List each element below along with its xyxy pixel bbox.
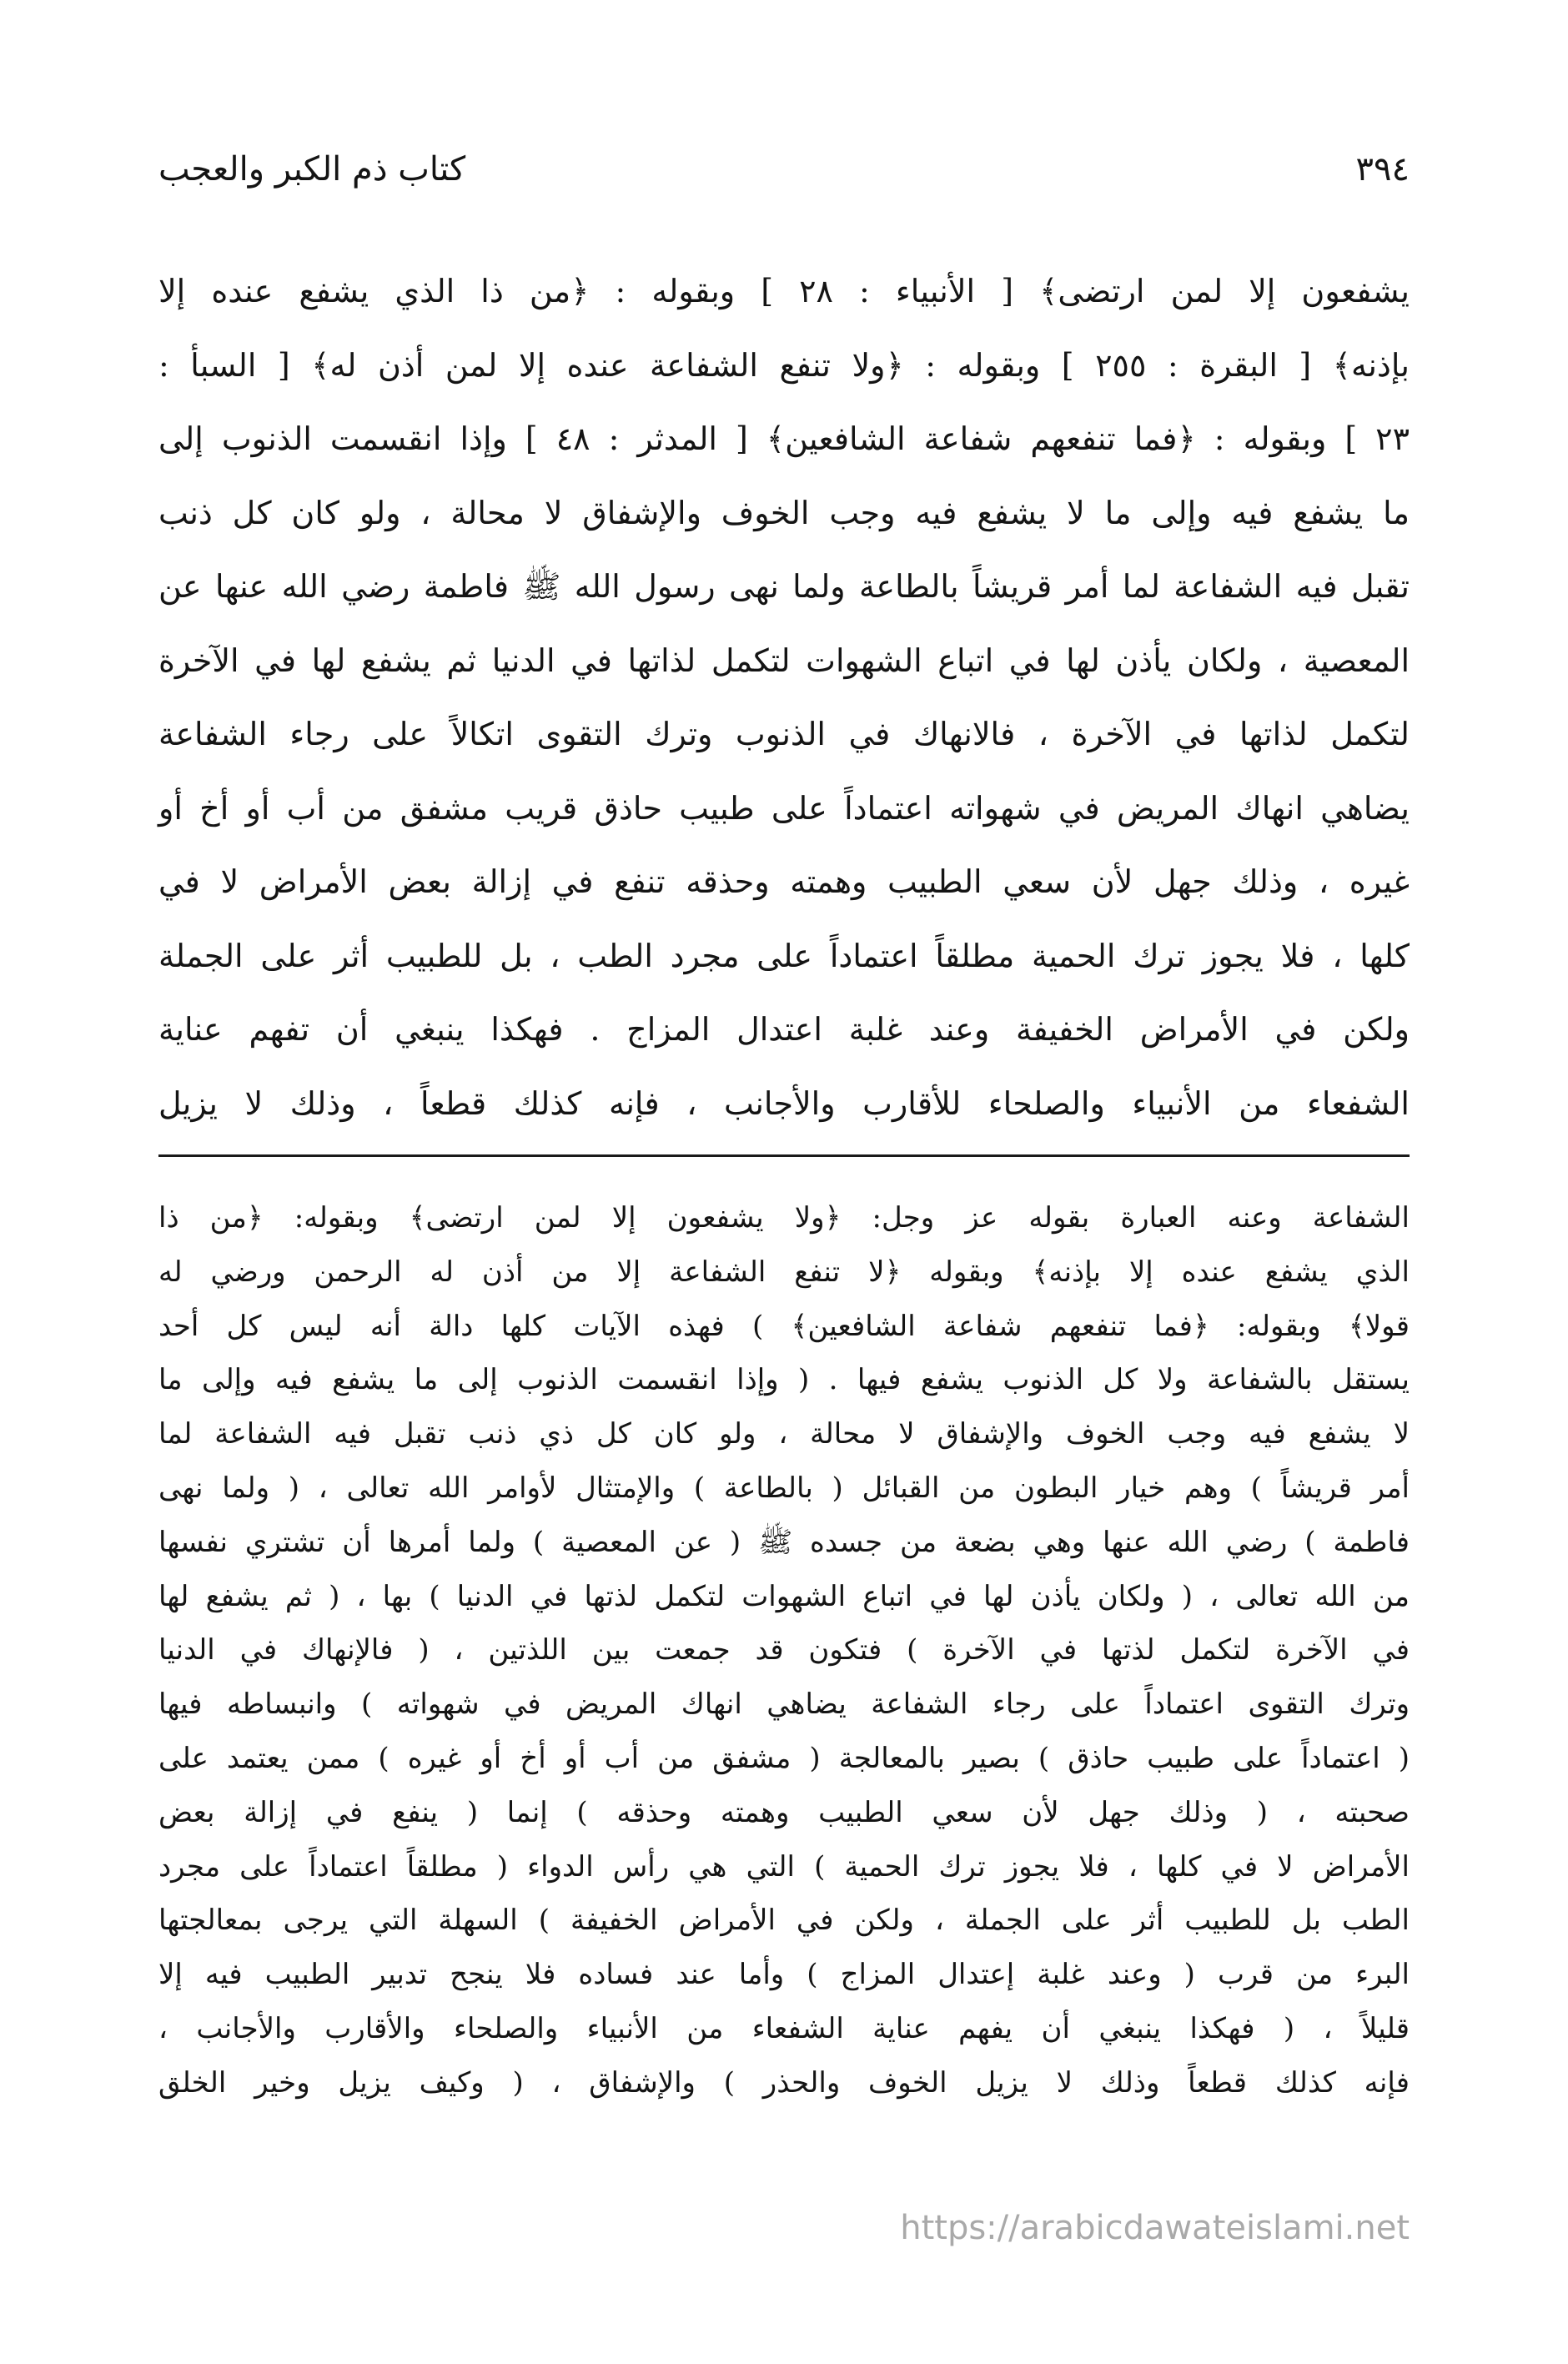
commentary-line: قليلاً ، ( فهكذا ينبغي أن يفهم عناية الشفعاء من الأنبياء والصلحاء والأقارب والأجانب ،: [158, 2011, 1410, 2045]
main-line: غيره ، وذلك جهل لأن سعي الطبيب وهمته وحذقه تنفع في إزالة بعض الأمراض لا في: [158, 863, 1410, 900]
commentary-line: من الله تعالى ، ( ولكان يأذن لها في اتباع الشهوات لتكمل لذتها في الدنيا ) بها ، ( ثم يشفع لها: [158, 1579, 1410, 1613]
commentary-line: الذي يشفع عنده إلا بإذنه﴾ وبقوله ﴿لا تنفع الشفاعة إلا من أذن له الرحمن ورضي له: [158, 1255, 1410, 1289]
commentary-line: البرء من قرب ( وعند غلبة إعتدال المزاج ) وأما عند فساده فلا ينجح تدبير الطبيب فيه إلا: [158, 1958, 1410, 1992]
commentary-line: الشفاعة وعنه العبارة بقوله عز وجل: ﴿ولا يشفعون إلا لمن ارتضى﴾ وبقوله: ﴿من ذا: [158, 1201, 1410, 1235]
commentary-line: أمر قريشاً ) وهم خيار البطون من القبائل ( بالطاعة ) والإمتثال لأوامر الله تعالى ، ( ولما نهى: [158, 1471, 1410, 1505]
commentary-line: في الآخرة لتكمل لذتها في الآخرة ) فتكون قد جمعت بين اللذتين ، ( فالإنهاك في الدنيا: [158, 1633, 1410, 1667]
book-title: كتاب ذم الكبر والعجب: [158, 150, 466, 189]
main-line: ولكن في الأمراض الخفيفة وعند غلبة اعتدال المزاج . فهكذا ينبغي أن تفهم عناية: [158, 1011, 1410, 1048]
commentary-line: صحبته ، ( وذلك جهل لأن سعي الطبيب وهمته وحذقه ) إنما ( ينفع في إزالة بعض: [158, 1795, 1410, 1829]
watermark-url: https://arabicdawateislami.net: [900, 2209, 1410, 2247]
commentary-line: الأمراض لا في كلها ، فلا يجوز ترك الحمية ) التي هي رأس الدواء ( مطلقاً اعتماداً على مجرد: [158, 1849, 1410, 1884]
main-line: بإذنه﴾ [ البقرة : ٢٥٥ ] وبقوله : ﴿ولا تنفع الشفاعة عنده إلا لمن أذن له﴾ [ السبأ :: [158, 346, 1410, 384]
main-line: الشفعاء من الأنبياء والصلحاء للأقارب والأجانب ، فإنه كذلك قطعاً ، وذلك لا يزيل: [158, 1084, 1410, 1122]
main-line: ٢٣ ] وبقوله : ﴿فما تنفعهم شفاعة الشافعين﴾ [ المدثر : ٤٨ ] وإذا انقسمت الذنوب إلى: [158, 420, 1410, 457]
main-line: المعصية ، ولكان يأذن لها في اتباع الشهوات لتكمل لذاتها في الدنيا ثم يشفع لها في الآخرة: [158, 641, 1410, 679]
main-line: لتكمل لذاتها في الآخرة ، فالانهاك في الذنوب وترك التقوى اتكالاً على رجاء الشفاعة: [158, 716, 1410, 752]
main-line: يضاهي انهاك المريض في شهواته اعتماداً على طبيب حاذق قريب مشفق من أب أو أخ أو: [158, 789, 1410, 827]
main-text: [158, 254, 1410, 1140]
running-header: [158, 140, 1410, 199]
commentary-text: [158, 1191, 1410, 2110]
commentary-line: فإنه كذلك قطعاً وذلك لا يزيل الخوف والحذر ) والإشفاق ، ( وكيف يزيل وخير الخلق: [158, 2065, 1410, 2100]
commentary-line: قولا﴾ وبقوله: ﴿فما تنفعهم شفاعة الشافعين﴾ ) فهذه الآيات كلها دالة أنه ليس كل أحد: [158, 1309, 1410, 1343]
main-line: يشفعون إلا لمن ارتضى﴾ [ الأنبياء : ٢٨ ] وبقوله : ﴿من ذا الذي يشفع عنده إلا: [158, 273, 1410, 309]
page-number: ٣٩٤: [1355, 150, 1410, 189]
commentary-line: الطب بل للطبيب أثر على الجملة ، ولكن في الأمراض الخفيفة ) السهلة التي يرجى بمعالجتها: [158, 1904, 1410, 1938]
commentary-line: يستقل بالشفاعة ولا كل الذنوب يشفع فيها . ( وإذا انقسمت الذنوب إلى ما يشفع فيه وإلى ما: [158, 1363, 1410, 1397]
commentary-line: وترك التقوى اعتماداً على رجاء الشفاعة يضاهي انهاك المريض في شهواته ) وانبساطه فيها: [158, 1687, 1410, 1722]
footnote-divider: [158, 1154, 1410, 1157]
commentary-line: ( اعتماداً على طبيب حاذق ) بصير بالمعالجة ( مشفق من أب أو أخ أو غيره ) ممن يعتمد على: [158, 1741, 1410, 1775]
main-line: تقبل فيه الشفاعة لما أمر قريشاً بالطاعة ولما نهى رسول الله ﷺ فاطمة رضي الله عنها عن: [158, 568, 1410, 605]
commentary-line: فاطمة ) رضي الله عنها وهي بضعة من جسده ﷺ ( عن المعصية ) ولما أمرها أن تشتري نفسها: [158, 1525, 1410, 1559]
commentary-line: لا يشفع فيه وجب الخوف والإشفاق لا محالة ، ولو كان كل ذي ذنب تقبل فيه الشفاعة لما: [158, 1417, 1410, 1451]
main-line: ما يشفع فيه وإلى ما لا يشفع فيه وجب الخوف والإشفاق لا محالة ، ولو كان كل ذنب: [158, 494, 1410, 531]
main-line: كلها ، فلا يجوز ترك الحمية مطلقاً اعتماداً على مجرد الطب ، بل للطبيب أثر على الجملة: [158, 937, 1410, 974]
